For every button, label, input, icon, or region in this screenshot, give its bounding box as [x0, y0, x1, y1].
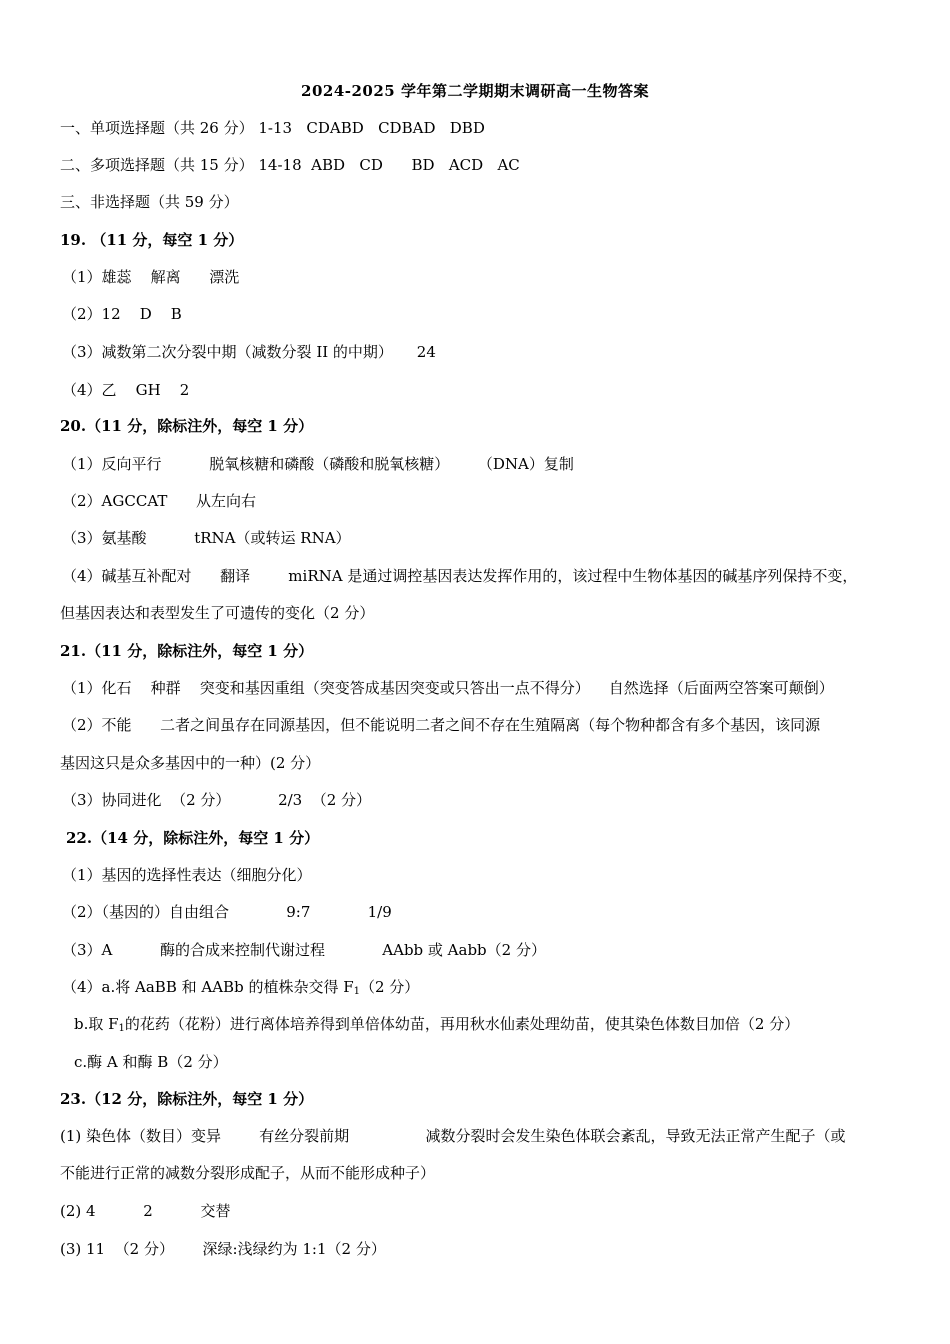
- q21-answer-2-cont: 基因这只是众多基因中的一种）(2 分）: [60, 754, 321, 772]
- q19-answer-4: （4）乙 GH 2: [62, 381, 190, 399]
- q23-answer-1: (1) 染色体（数目）变异 有丝分裂前期 减数分裂时会发生染色体联会紊乱，导致无法正常产生配子（或: [60, 1127, 846, 1145]
- section-single-choice: 一、单项选择题（共 26 分） 1-13 CDABD CDBAD DBD: [60, 119, 485, 137]
- q23-answer-1-cont: 不能进行正常的减数分裂形成配子，从而不能形成种子）: [60, 1164, 436, 1182]
- question-22-header: 22.（14 分，除标注外，每空 1 分）: [66, 829, 320, 847]
- question-20-header: 20.（11 分，除标注外，每空 1 分）: [60, 417, 314, 435]
- q19-answer-2: （2）12 D B: [62, 305, 182, 323]
- question-21-header: 21.（11 分，除标注外，每空 1 分）: [60, 642, 314, 660]
- q21-answer-1: （1）化石 种群 突变和基因重组（突变答成基因突变或只答出一点不得分） 自然选择（后面两空答案可颠倒）: [62, 679, 834, 697]
- q22-answer-4a: （4）a.将 AaBB 和 AABb 的植株杂交得 $F_1(2$ 分）: [62, 978, 420, 997]
- q23-answer-2: (2) 4 2 交替: [60, 1202, 231, 1220]
- question-23-header: 23.（12 分，除标注外，每空 1 分）: [60, 1090, 314, 1108]
- q20-answer-4: （4）碱基互补配对 翻译 miRNA 是通过调控基因表达发挥作用的，该过程中生物体基因的碱基序列保持不变，: [62, 567, 858, 585]
- q22-answer-1: （1）基因的选择性表达（细胞分化）: [62, 866, 312, 884]
- q20-answer-4-cont: 但基因表达和表型发生了可遗传的变化（2 分）: [60, 604, 375, 622]
- q22-answer-4b: b.取 $F_1$的花药（花粉）进行离体培养得到单倍体幼苗，再用秋水仙素处理幼苗，使其染色体数目加倍（2 分）: [74, 1015, 800, 1034]
- q19-answer-1: （1）雄蕊 解离 漂洗: [62, 268, 240, 286]
- q20-answer-1: （1）反向平行 脱氧核糖和磷酸（磷酸和脱氧核糖） （DNA）复制: [62, 455, 574, 473]
- document-title: 2024-2025 学年第二学期期末调研高一生物答案: [301, 82, 649, 100]
- q22-answer-2: （2）（基因的）自由组合 9:7 1/9: [62, 903, 392, 921]
- subscript-1: 1: [118, 1023, 125, 1034]
- subscript-1: 1: [353, 986, 360, 997]
- q20-answer-3: （3）氨基酸 tRNA（或转运 RNA）: [62, 529, 351, 547]
- q19-answer-3: （3）减数第二次分裂中期（减数分裂 II 的中期） 24: [62, 343, 436, 361]
- section-non-choice: 三、非选择题（共 59 分）: [60, 193, 239, 211]
- q21-answer-2: （2）不能 二者之间虽存在同源基因，但不能说明二者之间不存在生殖隔离（每个物种都含有多个基因，该同源: [62, 716, 821, 734]
- q22-answer-4c: c.酶 A 和酶 B（2 分）: [74, 1053, 228, 1071]
- q21-answer-3: （3）协同进化 （2 分） 2/3 （2 分）: [62, 791, 372, 809]
- q22-answer-3: （3）A 酶的合成来控制代谢过程 AAbb 或 Aabb（2 分）: [62, 941, 546, 959]
- q20-answer-2: （2）AGCCAT 从左向右: [62, 492, 256, 510]
- question-19-header: 19. （11 分，每空 1 分）: [60, 231, 244, 249]
- section-multiple-choice: 二、多项选择题（共 15 分） 14-18 ABD CD BD ACD AC: [60, 156, 520, 174]
- q23-answer-3: (3) 11 （2 分） 深绿:浅绿约为 1:1（2 分）: [60, 1240, 386, 1258]
